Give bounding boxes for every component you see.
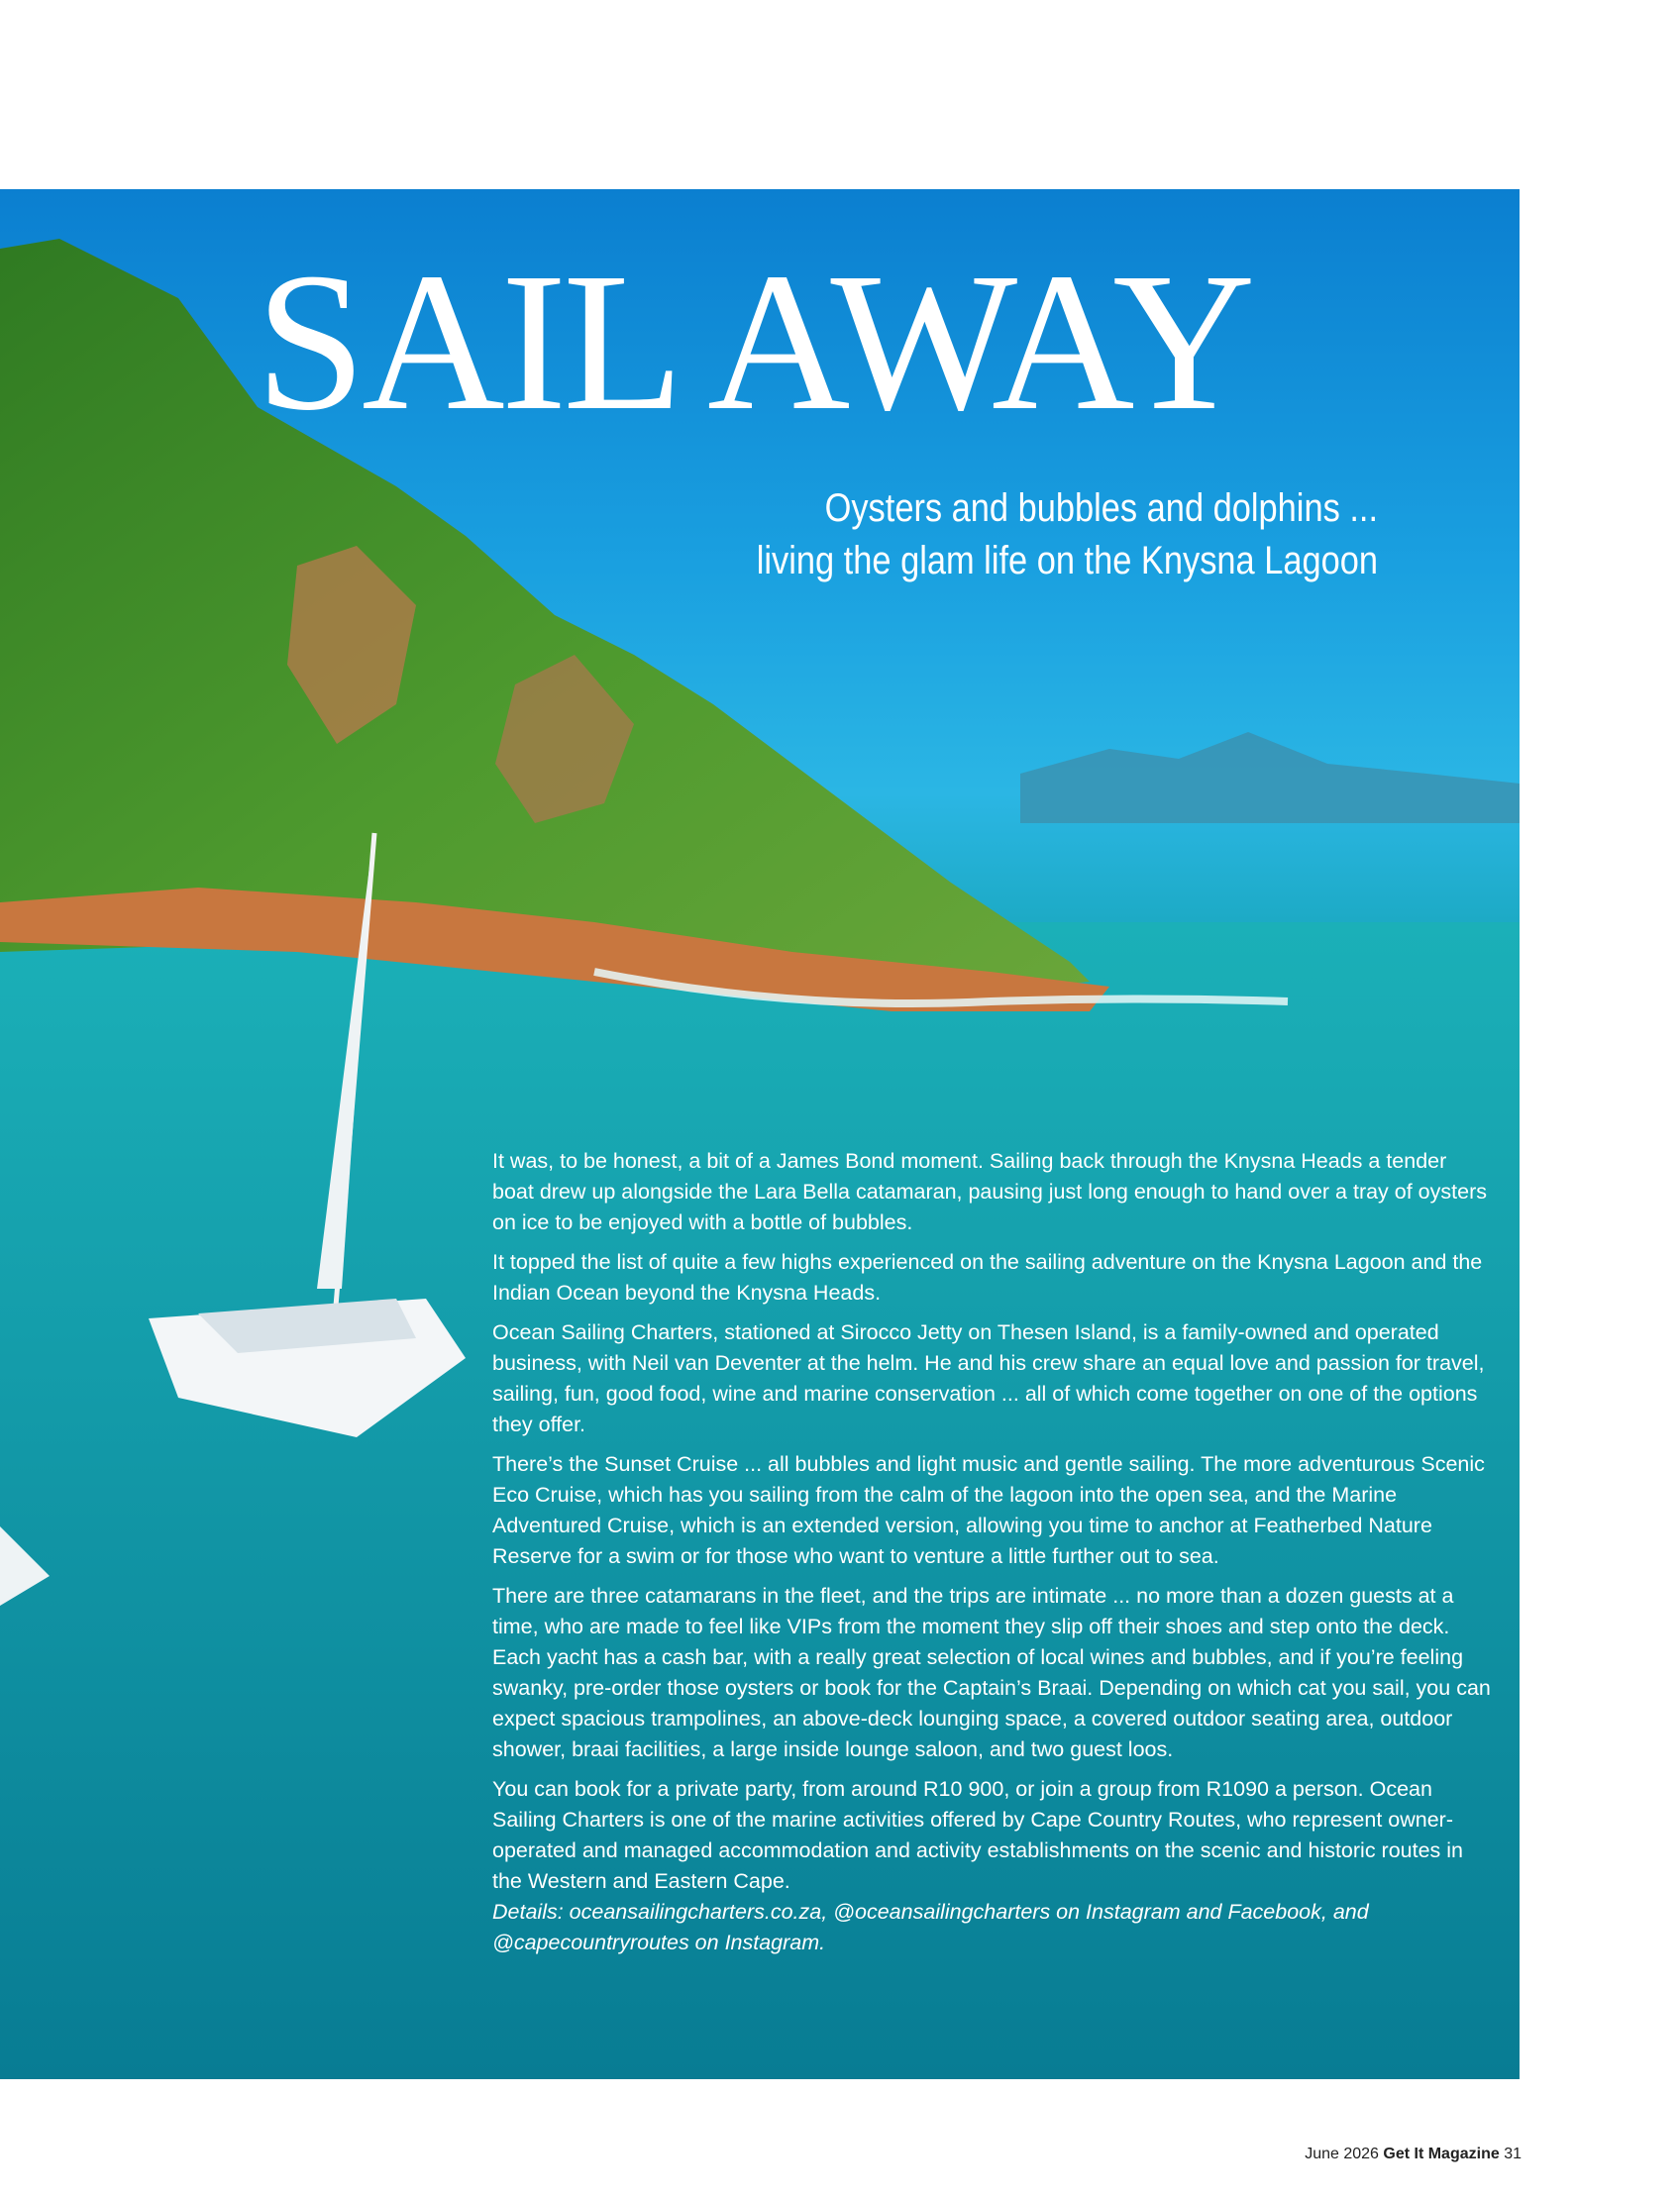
body-paragraph: It topped the list of quite a few highs experienced on the sailing adventure on the Knysna Lagoon and the Indian Ocean beyond the Knysna Heads. xyxy=(492,1250,1483,1305)
body-paragraph: There are three catamarans in the fleet, and the trips are intimate ... no more than a dozen guests at a time, who are made to feel like VIPs from the moment they slip off their shoes and step onto the deck. Each yacht has a cash bar, with a really great selection of local wines and bubbles, and if you’re feeling swanky, pre-order those oysters or book for the Captain’s Braai. Depending on which cat you sail, you can expect spacious trampolines, an above-deck lounging space, a covered outdoor seating area, outdoor shower, braai facilities, a large inside lounge saloon, and two guest loos. xyxy=(492,1584,1491,1761)
page-number: 31 xyxy=(1504,2146,1522,2162)
article-title: SAIL AWAY xyxy=(256,233,1252,452)
page-footer xyxy=(1305,2146,1522,2163)
subtitle-line: Oysters and bubbles and dolphins ... xyxy=(824,486,1378,530)
body-paragraph: You can book for a private party, from around R10 900, or join a group from R1090 a person. Ocean Sailing Charters is one of the marine activities offered by Cape Country Routes, who represent owner-operated and managed accommodation and activity establishments on the scenic and historic routes in the Western and Eastern Cape. xyxy=(492,1777,1464,1893)
body-paragraph: It was, to be honest, a bit of a James Bond moment. Sailing back through the Knysna Heads a tender boat drew up alongside the Lara Bella catamaran, pausing just long enough to hand over a tray of oysters on ice to be enjoyed with a bottle of bubbles. xyxy=(492,1149,1487,1234)
article-subtitle xyxy=(611,482,1378,587)
body-paragraph: There’s the Sunset Cruise ... all bubbles and light music and gentle sailing. The more adventurous Scenic Eco Cruise, which has you sailing from the calm of the lagoon into the open sea, and the Marine Adventured Cruise, which is an extended version, allowing you time to anchor at Featherbed Nature Reserve for a swim or for those who want to venture a little further out to sea. xyxy=(492,1452,1485,1568)
distant-mountains xyxy=(1020,732,1520,823)
details-line: Details: oceansailingcharters.co.za, @oceansailingcharters on Instagram and Facebook, and @capecountryroutes on Instagram. xyxy=(492,1900,1369,1954)
footer-date: June 2026 xyxy=(1305,2146,1379,2162)
footer-magazine: Get It Magazine xyxy=(1383,2146,1500,2162)
article-body xyxy=(492,1146,1493,1958)
body-paragraph: Ocean Sailing Charters, stationed at Sirocco Jetty on Thesen Island, is a family-owned and operated business, with Neil van Deventer at the helm. He and his crew share an equal love and passion for travel, sailing, fun, good food, wine and marine conservation ... all of which come together on one of the options they offer. xyxy=(492,1320,1485,1436)
subtitle-line: living the glam life on the Knysna Lagoon xyxy=(756,539,1378,582)
